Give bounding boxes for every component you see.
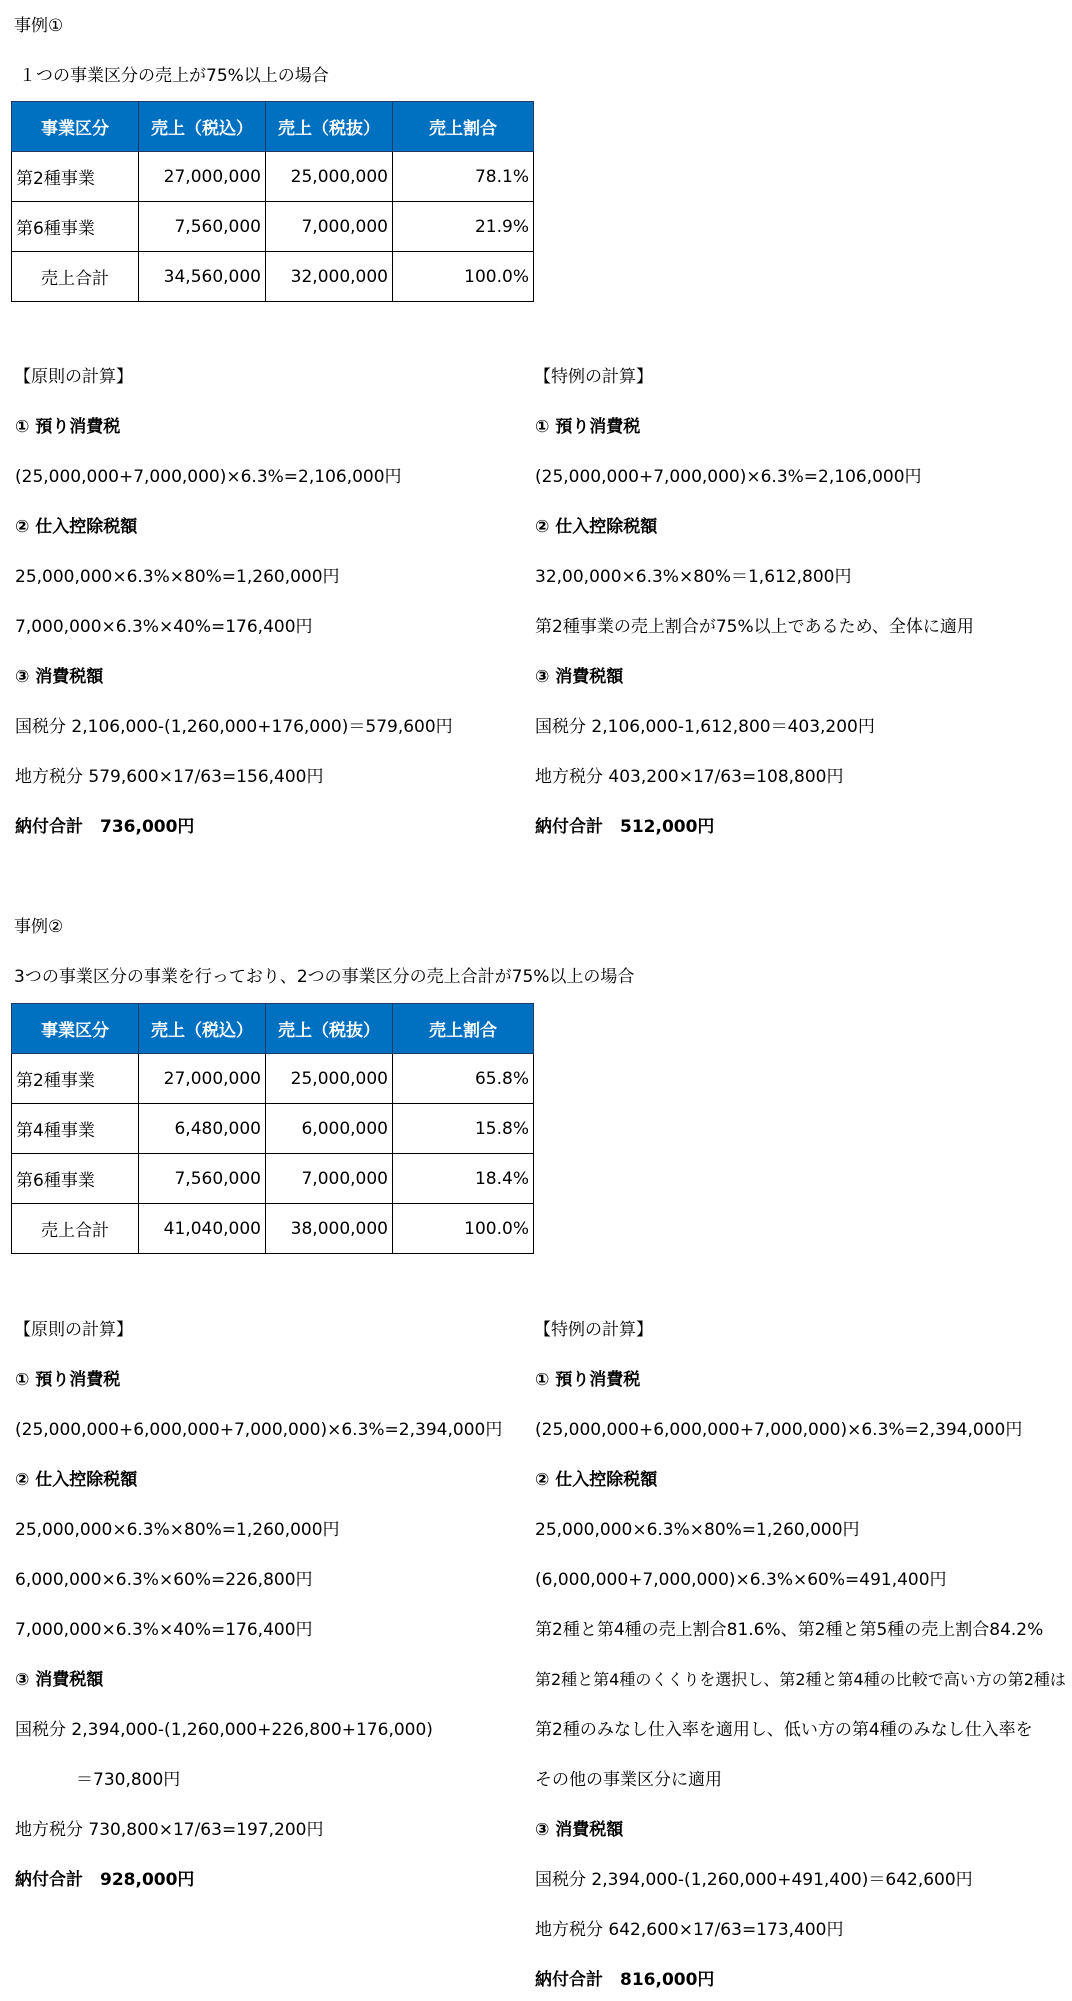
- calc-line: 第2種のみなし仕入率を適用し、低い方の第4種のみなし仕入率を: [535, 1720, 1033, 1740]
- calc-line: 第2種事業の売上割合が75%以上であるため、全体に適用: [535, 617, 974, 637]
- step-heading: ③ 消費税額: [535, 1820, 624, 1840]
- calc-line: (6,000,000+7,000,000)×6.3%×60%=491,400円: [535, 1570, 947, 1590]
- total-incl-tax-cell: 41,040,000: [139, 1204, 266, 1254]
- sales-ratio-cell: 18.4%: [393, 1154, 534, 1204]
- column-header: 売上（税抜）: [266, 1004, 393, 1054]
- calc-line: ＝730,800円: [76, 1770, 181, 1790]
- calc-line: その他の事業区分に適用: [535, 1770, 722, 1790]
- table-row: [12, 1104, 534, 1154]
- sales-incl-tax-cell: 27,000,000: [139, 152, 266, 202]
- business-category-cell: 第2種事業: [12, 1054, 139, 1104]
- step-heading: ② 仕入控除税額: [535, 1470, 658, 1490]
- step-heading: ① 預り消費税: [15, 1370, 121, 1390]
- case1-sales-table: [11, 101, 534, 302]
- calc-line: 国税分 2,106,000-(1,260,000+176,000)＝579,600円: [15, 717, 453, 737]
- sales-incl-tax-cell: 7,560,000: [139, 202, 266, 252]
- calc-line: (25,000,000+6,000,000+7,000,000)×6.3%=2,394,000円: [535, 1420, 1023, 1440]
- calc-line: (25,000,000+6,000,000+7,000,000)×6.3%=2,394,000円: [15, 1420, 503, 1440]
- table-header-row: [12, 1004, 534, 1054]
- business-category-cell: 第4種事業: [12, 1104, 139, 1154]
- column-header: 売上割合: [393, 1004, 534, 1054]
- table-row: [12, 202, 534, 252]
- case2-principle-heading: 【原則の計算】: [14, 1320, 133, 1340]
- total-excl-tax-cell: 32,000,000: [266, 252, 393, 302]
- calc-line: 25,000,000×6.3%×80%=1,260,000円: [15, 1520, 340, 1540]
- sales-excl-tax-cell: 25,000,000: [266, 152, 393, 202]
- sales-ratio-cell: 21.9%: [393, 202, 534, 252]
- step-heading: ② 仕入控除税額: [15, 1470, 138, 1490]
- step-heading: ② 仕入控除税額: [15, 517, 138, 537]
- sales-ratio-cell: 65.8%: [393, 1054, 534, 1104]
- total-incl-tax-cell: 34,560,000: [139, 252, 266, 302]
- sales-excl-tax-cell: 25,000,000: [266, 1054, 393, 1104]
- case1-title: 事例①: [14, 16, 64, 36]
- calc-line: 国税分 2,106,000-1,612,800＝403,200円: [535, 717, 875, 737]
- sales-excl-tax-cell: 7,000,000: [266, 202, 393, 252]
- total-label-cell: 売上合計: [12, 1204, 139, 1254]
- total-ratio-cell: 100.0%: [393, 1204, 534, 1254]
- calc-line: 地方税分 730,800×17/63=197,200円: [15, 1820, 324, 1840]
- step-heading: ① 預り消費税: [535, 1370, 641, 1390]
- calc-line: 25,000,000×6.3%×80%=1,260,000円: [15, 567, 340, 587]
- calc-line: 25,000,000×6.3%×80%=1,260,000円: [535, 1520, 860, 1540]
- calc-line: 第2種と第4種のくくりを選択し、第2種と第4種の比較で高い方の第2種は: [535, 1670, 1066, 1689]
- payment-total: 納付合計 736,000円: [15, 817, 195, 837]
- calc-line: 地方税分 579,600×17/63=156,400円: [15, 767, 324, 787]
- sales-ratio-cell: 78.1%: [393, 152, 534, 202]
- calc-line: (25,000,000+7,000,000)×6.3%=2,106,000円: [15, 467, 402, 487]
- step-heading: ① 預り消費税: [15, 417, 121, 437]
- table-total-row: [12, 1204, 534, 1254]
- table-row: [12, 152, 534, 202]
- calc-line: 地方税分 642,600×17/63=173,400円: [535, 1920, 844, 1940]
- column-header: 売上（税込）: [139, 102, 266, 152]
- column-header: 売上（税抜）: [266, 102, 393, 152]
- total-label-cell: 売上合計: [12, 252, 139, 302]
- business-category-cell: 第6種事業: [12, 202, 139, 252]
- table-row: [12, 1154, 534, 1204]
- calc-line: 地方税分 403,200×17/63=108,800円: [535, 767, 844, 787]
- sales-excl-tax-cell: 6,000,000: [266, 1104, 393, 1154]
- step-heading: ② 仕入控除税額: [535, 517, 658, 537]
- calc-line: 国税分 2,394,000-(1,260,000+226,800+176,000): [15, 1720, 433, 1740]
- column-header: 売上割合: [393, 102, 534, 152]
- column-header: 売上（税込）: [139, 1004, 266, 1054]
- sales-ratio-cell: 15.8%: [393, 1104, 534, 1154]
- calc-line: 7,000,000×6.3%×40%=176,400円: [15, 617, 313, 637]
- table-total-row: [12, 252, 534, 302]
- case2-title: 事例②: [14, 917, 64, 937]
- calc-line: (25,000,000+7,000,000)×6.3%=2,106,000円: [535, 467, 922, 487]
- case2-special-heading: 【特例の計算】: [534, 1320, 653, 1340]
- case2-subtitle: 3つの事業区分の事業を行っており、2つの事業区分の売上合計が75%以上の場合: [14, 967, 635, 987]
- calc-line: 7,000,000×6.3%×40%=176,400円: [15, 1620, 313, 1640]
- payment-total: 納付合計 928,000円: [15, 1870, 195, 1890]
- case1-subtitle: １つの事業区分の売上が75%以上の場合: [19, 66, 329, 86]
- total-ratio-cell: 100.0%: [393, 252, 534, 302]
- business-category-cell: 第6種事業: [12, 1154, 139, 1204]
- step-heading: ③ 消費税額: [15, 1670, 104, 1690]
- step-heading: ③ 消費税額: [15, 667, 104, 687]
- calc-line: 32,00,000×6.3%×80%＝1,612,800円: [535, 567, 852, 587]
- case1-principle-heading: 【原則の計算】: [14, 367, 133, 387]
- sales-excl-tax-cell: 7,000,000: [266, 1154, 393, 1204]
- table-header-row: [12, 102, 534, 152]
- sales-incl-tax-cell: 7,560,000: [139, 1154, 266, 1204]
- sales-incl-tax-cell: 27,000,000: [139, 1054, 266, 1104]
- sales-incl-tax-cell: 6,480,000: [139, 1104, 266, 1154]
- step-heading: ③ 消費税額: [535, 667, 624, 687]
- total-excl-tax-cell: 38,000,000: [266, 1204, 393, 1254]
- step-heading: ① 預り消費税: [535, 417, 641, 437]
- table-row: [12, 1054, 534, 1104]
- payment-total: 納付合計 512,000円: [535, 817, 715, 837]
- column-header: 事業区分: [12, 102, 139, 152]
- calc-line: 国税分 2,394,000-(1,260,000+491,400)＝642,600円: [535, 1870, 973, 1890]
- calc-line: 第2種と第4種の売上割合81.6%、第2種と第5種の売上割合84.2%: [535, 1620, 1044, 1640]
- column-header: 事業区分: [12, 1004, 139, 1054]
- calc-line: 6,000,000×6.3%×60%=226,800円: [15, 1570, 313, 1590]
- payment-total: 納付合計 816,000円: [535, 1970, 715, 1990]
- business-category-cell: 第2種事業: [12, 152, 139, 202]
- case1-special-heading: 【特例の計算】: [534, 367, 653, 387]
- case2-sales-table: [11, 1003, 534, 1254]
